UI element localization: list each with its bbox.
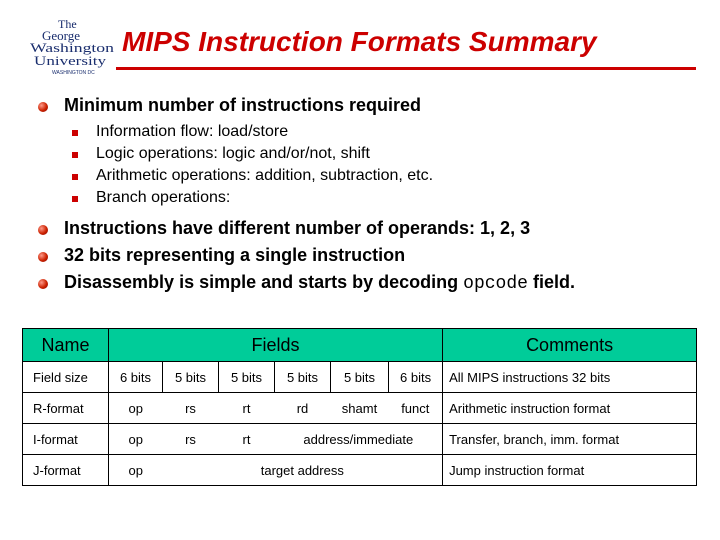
square-bullet-icon	[72, 130, 78, 136]
field-cell: 6 bits	[109, 362, 163, 393]
field-cell: rs	[163, 424, 219, 455]
svg-text:WASHINGTON DC: WASHINGTON DC	[52, 70, 95, 76]
opcode-code: opcode	[463, 274, 528, 294]
header-fields: Fields	[109, 329, 443, 362]
sub-bullet: Logic operations: logic and/or/not, shift	[36, 143, 696, 165]
field-cell: 5 bits	[331, 362, 389, 393]
field-cell: target address	[163, 455, 443, 486]
table-row	[23, 455, 697, 486]
university-logo	[28, 16, 116, 78]
field-cell: rt	[219, 424, 275, 455]
sub-bullet-list	[36, 121, 696, 209]
bullet-icon	[38, 225, 48, 235]
svg-text:University: University	[34, 53, 107, 68]
field-cell: 5 bits	[219, 362, 275, 393]
bullet-disassembly: Disassembly is simple and starts by decoding opcode field.	[36, 269, 696, 298]
row-name: I-format	[23, 424, 109, 455]
header-comments: Comments	[443, 329, 697, 362]
title-underline	[116, 67, 696, 70]
row-name: Field size	[23, 362, 109, 393]
field-cell: address/immediate	[275, 424, 443, 455]
field-cell: 5 bits	[275, 362, 331, 393]
svg-text:George: George	[42, 28, 81, 43]
header-name: Name	[23, 329, 109, 362]
square-bullet-icon	[72, 196, 78, 202]
row-comment: Jump instruction format	[443, 455, 697, 486]
bullet-icon	[38, 252, 48, 262]
table-row	[23, 393, 697, 424]
field-cell: 6 bits	[389, 362, 443, 393]
row-name: R-format	[23, 393, 109, 424]
field-cell: rs	[163, 393, 219, 424]
table-row	[23, 362, 697, 393]
sub-bullet: Information flow: load/store	[36, 121, 696, 143]
field-cell: funct	[389, 393, 443, 424]
sub-bullet: Branch operations:	[36, 187, 696, 209]
svg-text:The: The	[58, 17, 77, 31]
field-cell: op	[109, 424, 163, 455]
row-comment: Transfer, branch, imm. format	[443, 424, 697, 455]
field-cell: rt	[219, 393, 275, 424]
row-comment: All MIPS instructions 32 bits	[443, 362, 697, 393]
row-name: J-format	[23, 455, 109, 486]
field-cell: rd	[275, 393, 331, 424]
square-bullet-icon	[72, 152, 78, 158]
square-bullet-icon	[72, 174, 78, 180]
instruction-format-table	[22, 328, 697, 486]
field-cell: op	[109, 393, 163, 424]
field-cell: 5 bits	[163, 362, 219, 393]
row-comment: Arithmetic instruction format	[443, 393, 697, 424]
sub-bullet: Arithmetic operations: addition, subtraction, etc.	[36, 165, 696, 187]
bullet-operands: Instructions have different number of operands: 1, 2, 3	[36, 215, 696, 242]
svg-text:Washington: Washington	[30, 40, 115, 55]
slide-title: MIPS Instruction Formats Summary	[122, 26, 597, 57]
field-cell: op	[109, 455, 163, 486]
field-cell: shamt	[331, 393, 389, 424]
table-row	[23, 424, 697, 455]
bullet-icon	[38, 279, 48, 289]
bullet-minimum-instructions: Minimum number of instructions required	[36, 92, 696, 119]
table-header-row	[23, 329, 697, 362]
bullet-32-bits: 32 bits representing a single instruction	[36, 242, 696, 269]
bullet-icon	[38, 102, 48, 112]
bullet-list	[36, 92, 696, 298]
